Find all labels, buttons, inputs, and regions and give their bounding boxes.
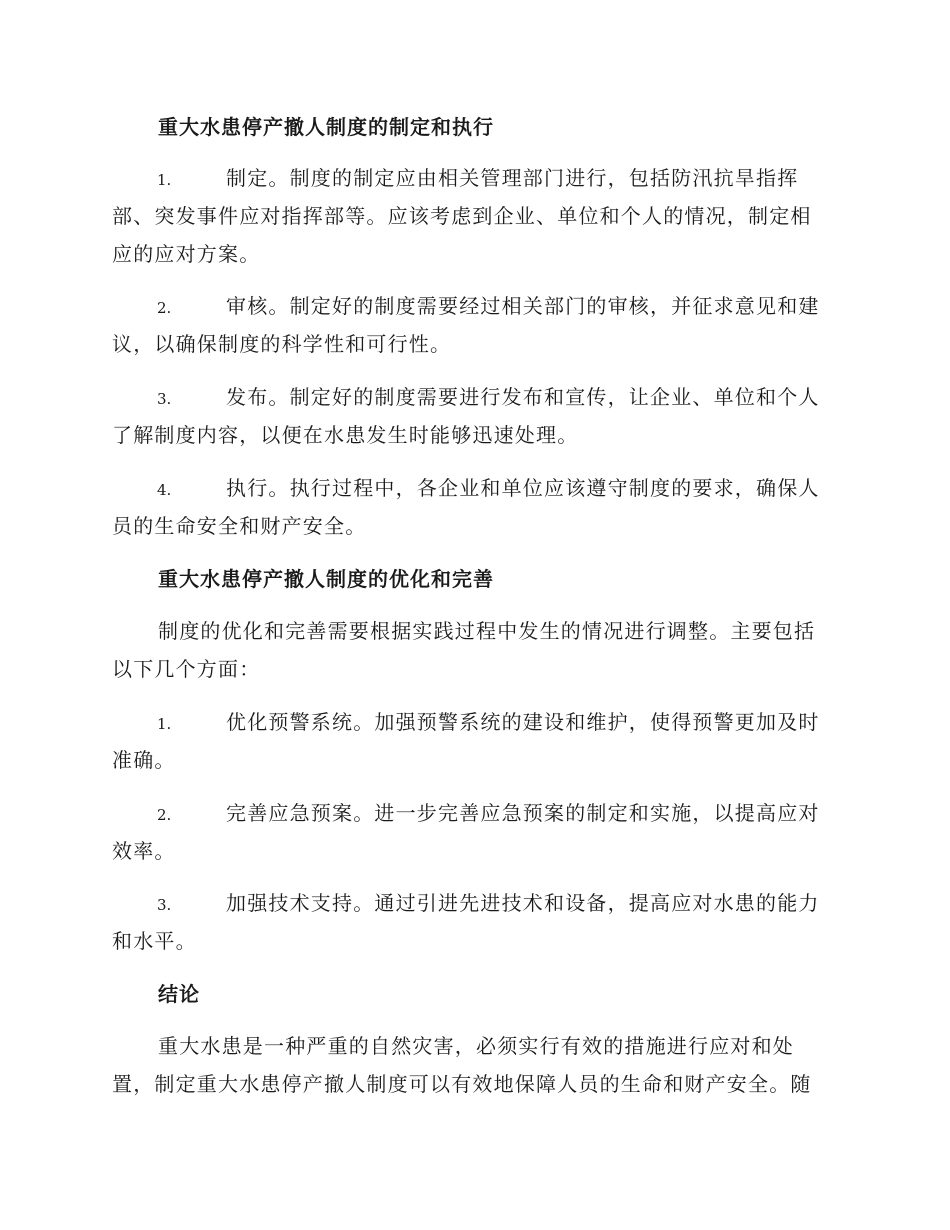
- list-number: 3.: [157, 896, 172, 914]
- list-item-text: 完善应急预案。进一步完善应急预案的制定和实施，以提高应对: [226, 801, 820, 825]
- list-item-text: 准确。: [112, 748, 176, 772]
- list-item-text: 部、突发事件应对指挥部等。应该考虑到企业、单位和个人的情况，制定相: [112, 204, 812, 228]
- list-item-text: 执行。执行过程中，各企业和单位应该遵守制度的要求，确保人: [226, 476, 820, 500]
- list-number: 3.: [157, 390, 172, 408]
- list-item-text: 员的生命安全和财产安全。: [112, 514, 367, 538]
- section-heading-conclusion: 结论: [158, 982, 200, 1006]
- list-item-text: 发布。制定好的制度需要进行发布和宣传，让企业、单位和个人: [226, 385, 820, 409]
- list-item-text: 和水平。: [112, 929, 197, 953]
- section-heading-formulation: 重大水患停产撤人制度的制定和执行: [158, 115, 494, 139]
- paragraph-text: 置，制定重大水患停产撤人制度可以有效地保障人员的生命和财产安全。随: [112, 1072, 812, 1096]
- list-number: 2.: [157, 806, 172, 824]
- list-item-text: 优化预警系统。加强预警系统的建设和维护，使得预警更加及时: [226, 710, 820, 734]
- list-number: 2.: [157, 299, 172, 317]
- list-item-text: 应的应对方案。: [112, 242, 261, 266]
- list-number: 1.: [157, 171, 172, 189]
- list-item-text: 审核。制定好的制度需要经过相关部门的审核，并征求意见和建: [226, 294, 820, 318]
- list-item-text: 了解制度内容，以便在水患发生时能够迅速处理。: [112, 423, 579, 447]
- paragraph-text: 重大水患是一种严重的自然灾害，必须实行有效的措施进行应对和处: [158, 1034, 794, 1058]
- list-item-text: 加强技术支持。通过引进先进技术和设备，提高应对水患的能力: [226, 891, 820, 915]
- list-item-text: 效率。: [112, 839, 176, 863]
- list-item-text: 制定。制度的制定应由相关管理部门进行，包括防汛抗旱指挥: [226, 166, 799, 190]
- list-number: 1.: [157, 715, 172, 733]
- section-heading-optimization: 重大水患停产撤人制度的优化和完善: [158, 567, 494, 591]
- paragraph-text: 以下几个方面：: [112, 657, 261, 681]
- list-number: 4.: [157, 481, 172, 499]
- paragraph-text: 制度的优化和完善需要根据实践过程中发生的情况进行调整。主要包括: [158, 619, 816, 643]
- list-item-text: 议，以确保制度的科学性和可行性。: [112, 332, 452, 356]
